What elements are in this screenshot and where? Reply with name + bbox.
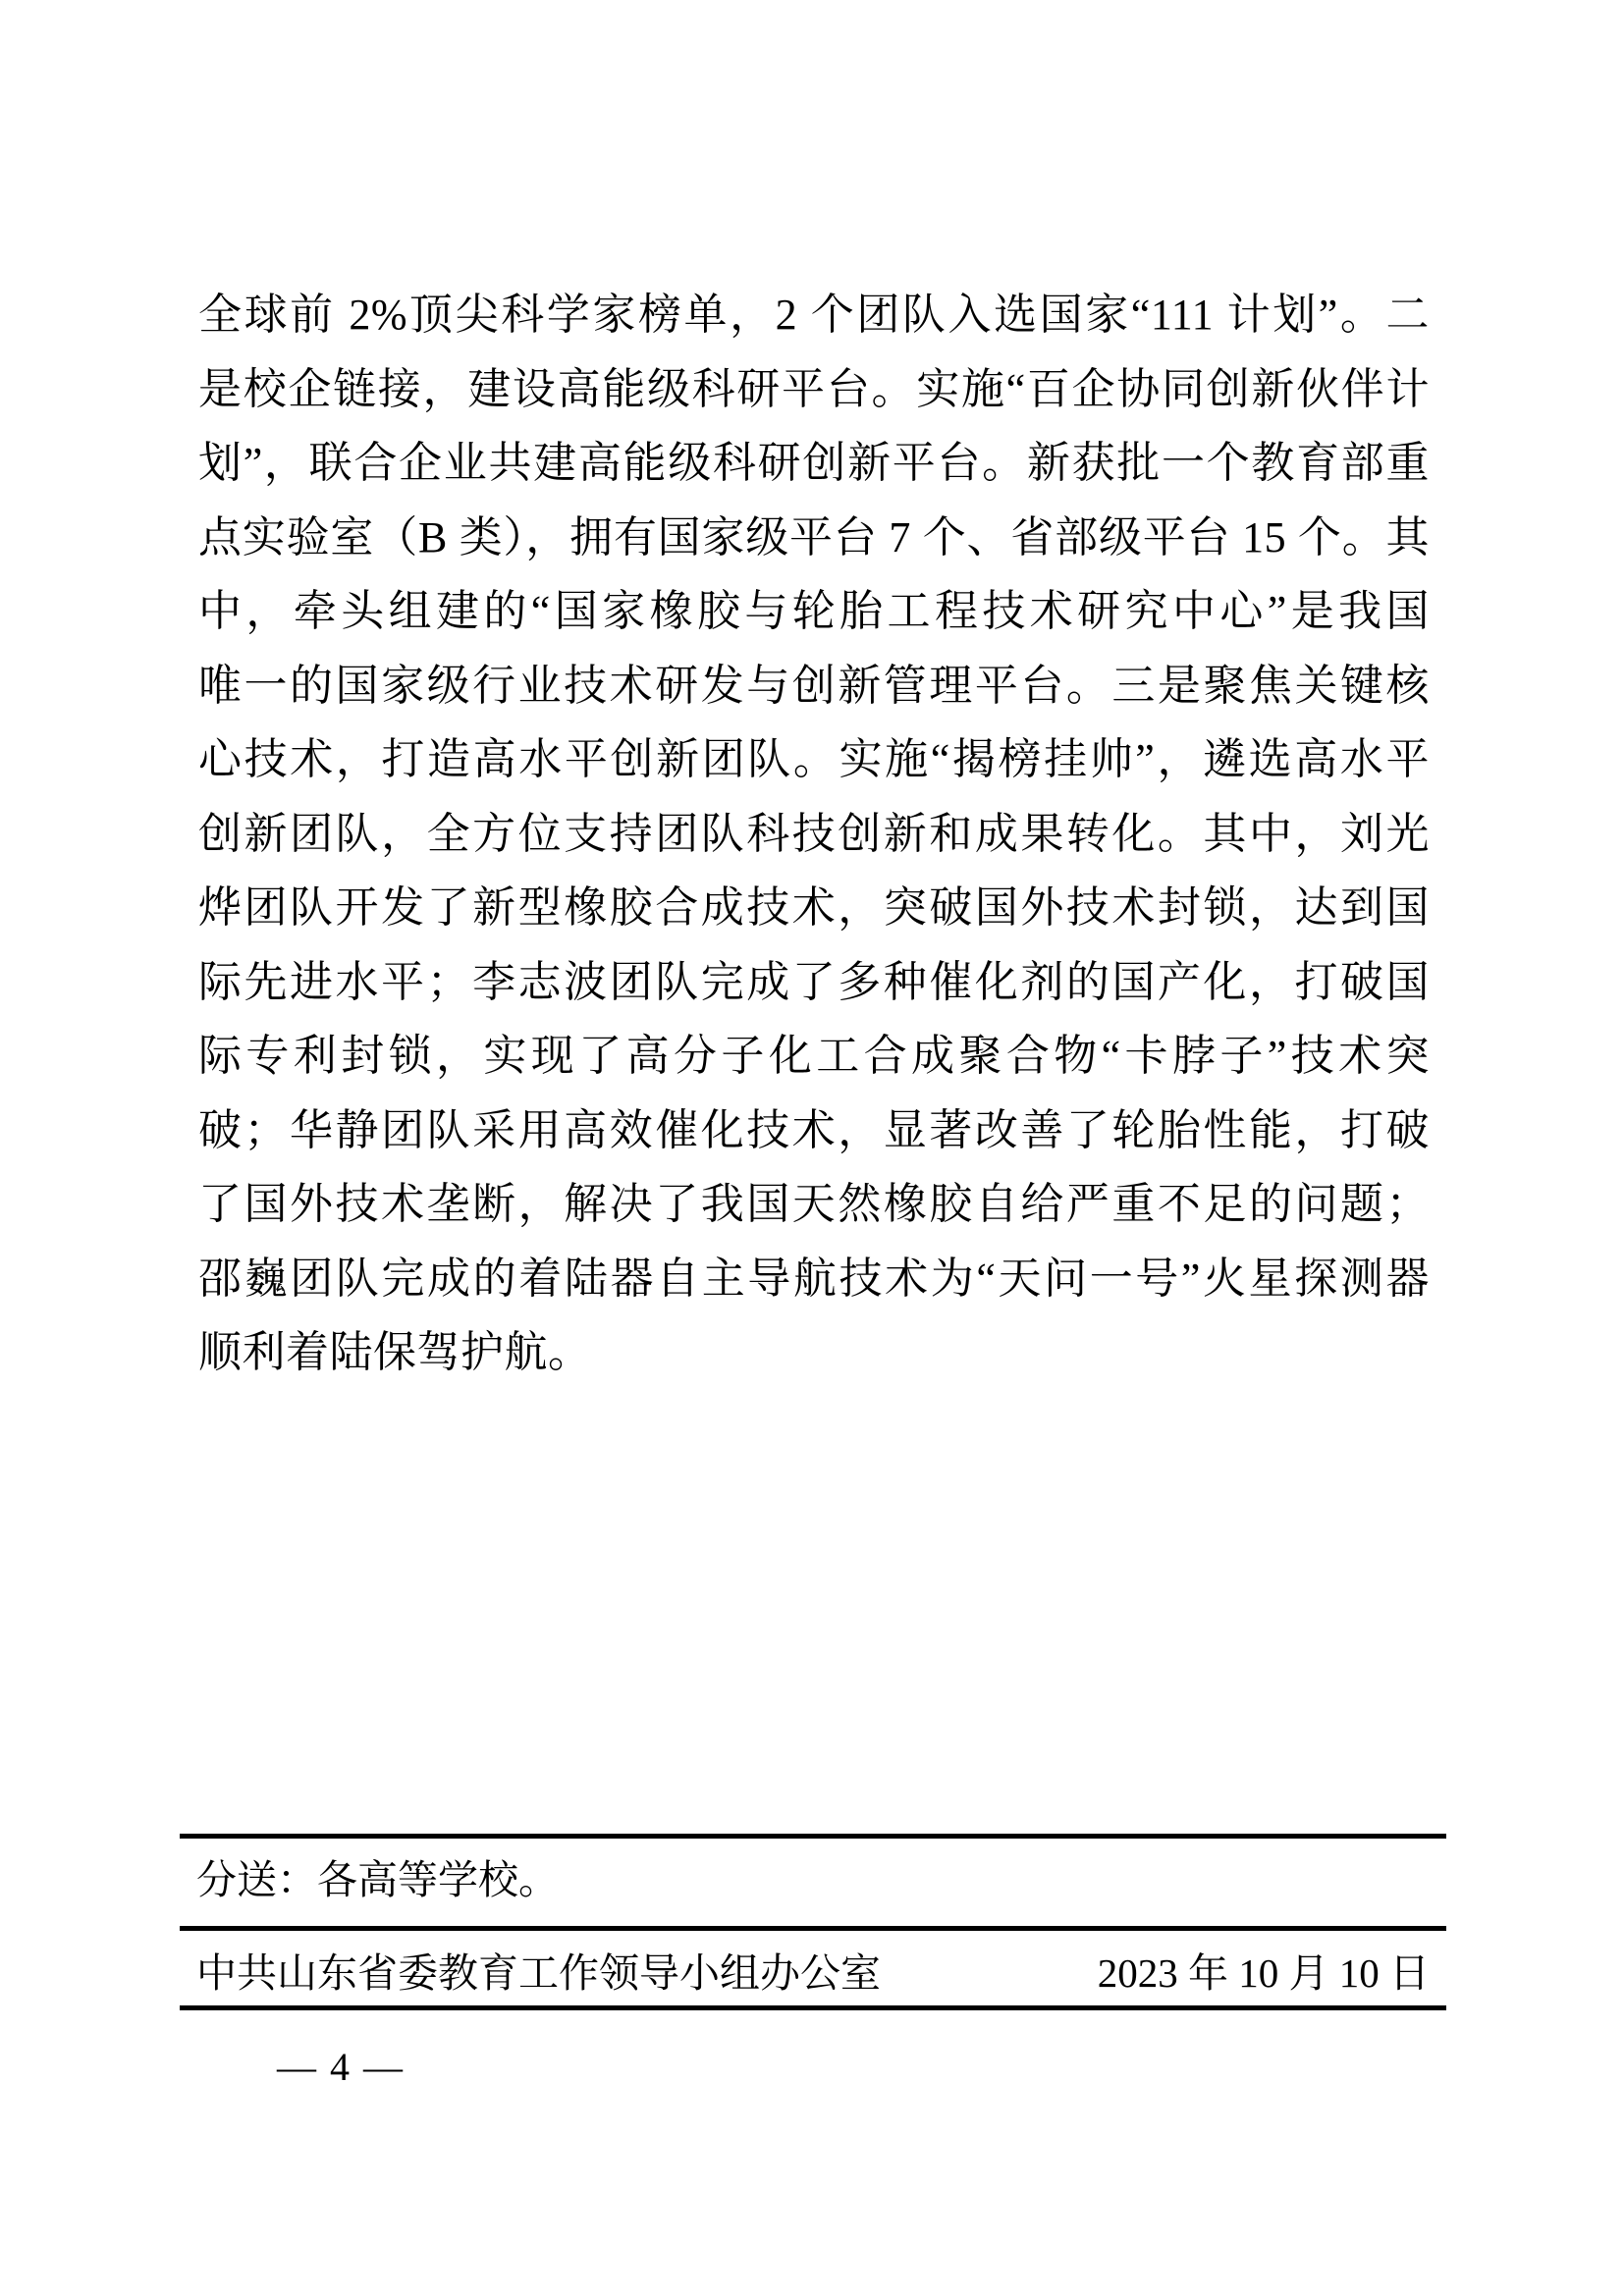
body-line: 点实验室（B 类），拥有国家级平台 7 个、省部级平台 15 个。其 bbox=[198, 512, 1430, 561]
body-line: 际先进水平；李志波团队完成了多种催化剂的国产化，打破国 bbox=[198, 957, 1430, 1006]
body-line: 破；华静团队采用高效催化技术，显著改善了轮胎性能，打破 bbox=[198, 1105, 1430, 1154]
body-paragraph bbox=[198, 278, 1430, 1390]
body-line: 际专利封锁，实现了高分子化工合成聚合物“卡脖子”技术突 bbox=[198, 1032, 1430, 1080]
page-number: — 4 — bbox=[277, 2045, 405, 2089]
issue-date: 2023 年 10 月 10 日 bbox=[1097, 1950, 1430, 1996]
footer-divider-bottom bbox=[180, 2005, 1446, 2010]
body-line: 是校企链接，建设高能级科研平台。实施“百企协同创新伙伴计 bbox=[198, 364, 1430, 413]
body-line: 顺利着陆保驾护航。 bbox=[198, 1328, 592, 1376]
body-line: 划”，联合企业共建高能级科研创新平台。新获批一个教育部重 bbox=[198, 439, 1430, 487]
issuer-name: 中共山东省委教育工作领导小组办公室 bbox=[196, 1950, 881, 1996]
body-line: 烨团队开发了新型橡胶合成技术，突破国外技术封锁，达到国 bbox=[198, 883, 1430, 932]
footer-divider-middle bbox=[180, 1926, 1446, 1931]
body-line: 邵巍团队完成的着陆器自主导航技术为“天问一号”火星探测器 bbox=[198, 1254, 1430, 1303]
body-line: 心技术，打造高水平创新团队。实施“揭榜挂帅”，遴选高水平 bbox=[198, 735, 1430, 783]
footer-divider-top bbox=[180, 1834, 1446, 1839]
distribution-line: 分送：各高等学校。 bbox=[196, 1857, 559, 1902]
body-line: 唯一的国家级行业技术研发与创新管理平台。三是聚焦关键核 bbox=[198, 661, 1430, 710]
body-line: 中，牵头组建的“国家橡胶与轮胎工程技术研究中心”是我国 bbox=[198, 587, 1430, 635]
issuer-row bbox=[196, 1949, 1430, 1997]
body-line: 创新团队，全方位支持团队科技创新和成果转化。其中，刘光 bbox=[198, 809, 1430, 858]
body-line: 了国外技术垄断，解决了我国天然橡胶自给严重不足的问题； bbox=[198, 1180, 1430, 1228]
body-line: 全球前 2%顶尖科学家榜单，2 个团队入选国家“111 计划”。二 bbox=[198, 291, 1430, 339]
